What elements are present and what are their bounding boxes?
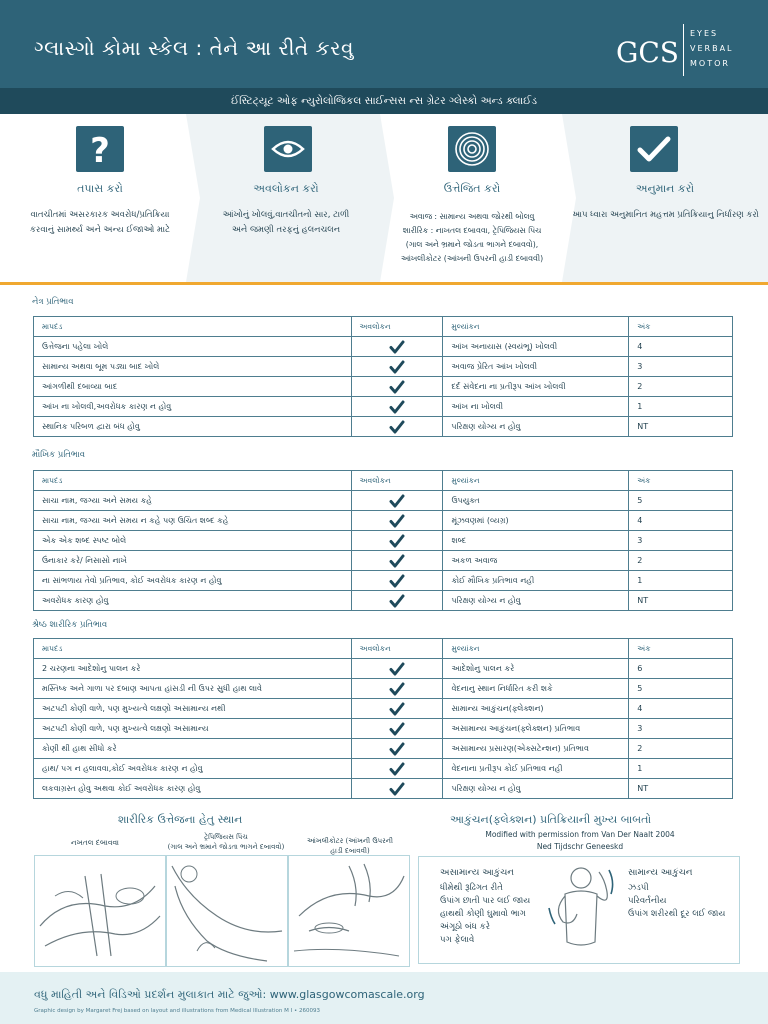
list-item: હાથથી કોણી ઘુમાવો ભાગ (440, 909, 526, 919)
rating-cell: વેદનાનુ સ્થાન નિર્ધારિત કરી શકે (443, 679, 629, 699)
flexion-credit (430, 829, 730, 853)
score-cell: NT (629, 591, 733, 611)
score-cell: 5 (629, 491, 733, 511)
column-header: માપદંડ (34, 639, 352, 659)
section-title-verbal: મૌખિક પ્રતિભાવ (32, 450, 86, 460)
rating-cell: કોઈ મૌખિક પ્રતિભાવ નહી (443, 571, 629, 591)
criterion-cell: સ્થાનિક પરિબળ દ્વારા બંધ હોવુ (34, 417, 352, 437)
checkmark-icon (389, 533, 405, 549)
criterion-cell: સાચા નામ, જગ્યા અને સમય ન કહે પણ ઉચિત શબ્દ કહે (34, 511, 352, 531)
step-desc-line: આંખલીકોટર (આંખની ઉપરની હાડી દબાવવી) (400, 254, 544, 263)
observed-cell (351, 591, 443, 611)
checkmark-icon (389, 721, 405, 737)
rating-cell: અસામાન્ય પ્રસારણ(એક્સટેન્શન) પ્રતિભાવ (443, 739, 629, 759)
rating-cell: વેદનાના પ્રતીરૂપ કોઈ પ્રતિભાવ નહી (443, 759, 629, 779)
criterion-cell: અટપટી કોણી વાળે, પણ મુખ્યત્વે લક્ષણો અસામાન્ય (34, 719, 352, 739)
step-desc (380, 210, 564, 266)
score-cell: 3 (629, 531, 733, 551)
design-credit: Graphic design by Margaret Frej based on layout and illustrations from Medical Illustration M I • 260093 (34, 1008, 320, 1014)
table-header-row (34, 639, 733, 659)
stim-label-line: હાડી દબાવવી) (330, 847, 370, 855)
rating-cell: પરિક્ષણ યોગ્ય ન હોવુ (443, 417, 629, 437)
step-desc-line: આંખોનું ખોલવું,વાતચીતનો સાર, ટાળી (222, 210, 350, 220)
score-cell: 2 (629, 739, 733, 759)
section-title-eye: નેત્ર પ્રતિભાવ (32, 297, 74, 307)
score-cell: 1 (629, 397, 733, 417)
rating-cell: પરિક્ષણ યોગ્ય ન હોવુ (443, 779, 629, 799)
step-desc-line: વાતચીતમાં અસરકારક અવરોધ/પ્રતિક્રિયા (30, 210, 170, 220)
footer (0, 972, 768, 1024)
abnormal-flexion-title: અસામાન્ય આકુંચન (440, 868, 514, 878)
checkmark-icon (389, 761, 405, 777)
score-cell: 1 (629, 759, 733, 779)
criterion-cell: આંખ ના ખોલવી,અવરોધક કારણ ન હોવુ (34, 397, 352, 417)
observed-cell (351, 659, 443, 679)
abnormal-flexion-list (440, 882, 530, 947)
step-check (0, 114, 200, 282)
step-desc (562, 208, 768, 223)
observed-cell (351, 417, 443, 437)
score-cell: 5 (629, 679, 733, 699)
list-item: પગ ફેલાવે (440, 935, 475, 945)
criterion-cell: લકવાગ્રસ્ત હોવુ અથવા કોઈ અવરોધક કારણ હોવુ (34, 779, 352, 799)
trapezius-illustration (166, 855, 288, 967)
observed-cell (351, 779, 443, 799)
rating-cell: અવાજ પ્રેરિત આંખ ખોલવી (443, 357, 629, 377)
score-cell: 6 (629, 659, 733, 679)
rating-cell: અકળ અવાજ (443, 551, 629, 571)
observed-cell (351, 551, 443, 571)
checkmark-icon (389, 661, 405, 677)
checkmark-icon (389, 493, 405, 509)
column-header: મુલ્યાંકન (443, 317, 629, 337)
checkmark-icon (389, 359, 405, 375)
criterion-cell: હાથ/ પગ ન હલાવવા,કોઈ અવરોધક કારણ ન હોવુ (34, 759, 352, 779)
observed-cell (351, 397, 443, 417)
table-row (34, 679, 733, 699)
column-header: અંક (629, 639, 733, 659)
criterion-cell: અવરોધક કારણ હોવુ (34, 591, 352, 611)
criterion-cell: એક એક શબ્દ સ્પષ્ટ બોલે (34, 531, 352, 551)
verbal-response-table (33, 470, 733, 611)
observed-cell (351, 357, 443, 377)
normal-flexion-title: સામાન્ય આકુંચન (628, 868, 693, 878)
criterion-cell: સામાન્ય અથવા બૂમ પડ્યા બાદ ખોલે (34, 357, 352, 377)
list-item: અંગૂઠો બંધ કરે (440, 922, 490, 932)
checkmark-icon (389, 573, 405, 589)
score-cell: NT (629, 417, 733, 437)
table-row (34, 511, 733, 531)
score-cell: 4 (629, 337, 733, 357)
column-header: અવલોકન (351, 639, 443, 659)
observed-cell (351, 511, 443, 531)
checkmark-icon (389, 681, 405, 697)
criterion-cell: ઉંનાકાર કરે/ નિસાસો નાખે (34, 551, 352, 571)
table-row (34, 591, 733, 611)
eye-icon (264, 126, 312, 172)
stim-label-line: નખતલ દબાવવા (70, 838, 119, 847)
step-observe (186, 114, 386, 282)
table-row (34, 551, 733, 571)
logo-word-verbal: VERBAL (690, 44, 734, 53)
supraorbital-illustration (288, 855, 410, 967)
criterion-cell: કોણી થી હાથ સીધો કરે (34, 739, 352, 759)
list-item: ધીમેથી રૂઢિગત રીતે (440, 883, 503, 893)
criterion-cell: ઉત્તેજના પહેલા ખોલે (34, 337, 352, 357)
step-label: અનુમાન કરો (635, 182, 695, 195)
logo-divider (683, 24, 684, 76)
observed-cell (351, 719, 443, 739)
column-header: માપદંડ (34, 471, 352, 491)
score-cell: 3 (629, 357, 733, 377)
motor-response-table (33, 638, 733, 799)
steps-row (0, 114, 768, 282)
stim-label-line: ટ્રેપિજિયસ પિંચ (204, 833, 248, 841)
column-header: માપદંડ (34, 317, 352, 337)
table-header-row (34, 471, 733, 491)
column-header: અવલોકન (351, 317, 443, 337)
rating-cell: આંખ ના ખોલવી (443, 397, 629, 417)
step-desc-line: આપ ધ્વારા અનુમાનિત મહત્તમ પ્રતિક્રિયાનુ નિર્ધારણ કરો (571, 210, 759, 220)
table-row (34, 417, 733, 437)
observed-cell (351, 491, 443, 511)
table-row (34, 739, 733, 759)
rating-cell: ઉપયુક્ત (443, 491, 629, 511)
step-desc-line: અવાજ : સામાન્ય અથવા જોરથી બોલવુ (409, 212, 535, 221)
criterion-cell: અટપટી કોણી વાળે, પણ મુખ્યત્વે લક્ષણો અસામાન્ય નથી (34, 699, 352, 719)
criterion-cell: સાચા નામ, જગ્યા અને સમય કહે (34, 491, 352, 511)
table-header-row (34, 317, 733, 337)
stim-label-trapezius (160, 832, 292, 852)
table-row (34, 531, 733, 551)
credit-line: Modified with permission from Van Der Naalt 2004 (485, 830, 675, 839)
body-figure-illustration (545, 862, 617, 960)
criterion-cell: મસ્તિષ્ક અને ગાળા પર દબાણ આપતા હાંસડી ની ઉપર સુધી હાથ લાવે (34, 679, 352, 699)
website-link[interactable]: વધુ માહિતી અને વિડિઓ પ્રદર્શન મુલાકાત માટે જુઓ: www.glasgowcomascale.org (34, 988, 425, 1001)
eye-response-table (33, 316, 733, 437)
score-cell: 4 (629, 699, 733, 719)
observed-cell (351, 699, 443, 719)
list-item: ઉપાંગ છાતી પાર લઈ જાય (440, 896, 531, 906)
checkmark-icon (389, 701, 405, 717)
score-cell: NT (629, 779, 733, 799)
score-cell: 1 (629, 571, 733, 591)
checkmark-icon (389, 593, 405, 609)
checkmark-icon (389, 419, 405, 435)
rating-cell: સામાન્ય આકુંચન(ફ્લેક્શન) (443, 699, 629, 719)
stim-label-line: આંખલીકોટર (આંખની ઉપરની (306, 837, 394, 845)
step-desc-line: (ગાલ અને ભ્રમાને જોડતા ભાગને દબાવવો), (405, 240, 539, 249)
checkmark-icon (389, 781, 405, 797)
column-header: અંક (629, 317, 733, 337)
step-arrow (562, 114, 576, 282)
checkmark-icon (630, 126, 678, 172)
step-desc (186, 208, 386, 238)
svg-text:?: ? (90, 131, 110, 167)
gcs-logo: GCS (616, 36, 679, 69)
flexion-title: આકુંચન(ફ્લેક્શન) પ્રતિક્રિયાની મુખ્ય બાબતો (450, 813, 652, 826)
target-icon (448, 126, 496, 172)
score-cell: 2 (629, 377, 733, 397)
table-row (34, 719, 733, 739)
table-row (34, 491, 733, 511)
stim-label-supraorbital (296, 836, 404, 856)
table-row (34, 377, 733, 397)
accent-divider (0, 282, 768, 285)
rating-cell: દર્દ સંવેદના ના પ્રતીરૂપ આંખ ખોલવી (443, 377, 629, 397)
stim-label-line: (ગાલ અને ભ્રમાને જોડતા ભાગને દબાવવો) (167, 843, 285, 851)
table-row (34, 357, 733, 377)
checkmark-icon (389, 741, 405, 757)
institute-bar: ઈંસ્ટિટ્યૂટ ઓફ ન્યુરોલોજિકલ સાઈન્સસ ન્સ ગ્રેટર ગ્લેસ્કો અન્ડ ક્લાઈડ (0, 88, 768, 114)
list-item: ઝડપી (628, 883, 649, 893)
rating-cell: શબ્દ (443, 531, 629, 551)
step-desc (0, 208, 200, 238)
logo-word-motor: MOTOR (690, 59, 730, 68)
step-arrow (186, 114, 200, 282)
step-desc-line: કરવાનું સામર્થ્ય અને અન્ય ઈજાઓ માટે (29, 225, 171, 235)
criterion-cell: આંગળીથી દબાવ્યા બાદ (34, 377, 352, 397)
observed-cell (351, 759, 443, 779)
step-rate (562, 114, 768, 282)
page-title: ગ્લાસ્ગો કોમા સ્કેલ : તેને આ રીતે કરવુ (34, 36, 354, 60)
section-title-motor: શ્રેષ્ઠ શારીરિક પ્રતિભાવ (32, 620, 108, 630)
table-row (34, 699, 733, 719)
logo-word-eyes: EYES (690, 29, 719, 38)
checkmark-icon (389, 399, 405, 415)
nailbed-illustration (34, 855, 166, 967)
observed-cell (351, 679, 443, 699)
question-mark-icon (76, 126, 124, 172)
step-label: તપાસ કરો (77, 182, 123, 195)
column-header: અવલોકન (351, 471, 443, 491)
checkmark-icon (389, 339, 405, 355)
table-row (34, 397, 733, 417)
observed-cell (351, 377, 443, 397)
score-cell: 3 (629, 719, 733, 739)
step-label: અવલોકન કરો (253, 182, 319, 195)
table-row (34, 337, 733, 357)
list-item: ઉપાંગ શરીરથી દૂર લઈ જાય (628, 909, 726, 919)
logo-words (690, 26, 734, 71)
observed-cell (351, 531, 443, 551)
header (0, 0, 768, 88)
observed-cell (351, 739, 443, 759)
step-stimulate (380, 114, 564, 282)
rating-cell: મૂંઝવણમાં (વ્યગ્ર) (443, 511, 629, 531)
observed-cell (351, 337, 443, 357)
stim-label-nailbed (40, 838, 150, 848)
observed-cell (351, 571, 443, 591)
criterion-cell: 2 ચરણના આદેશોનુ પાલન કરે (34, 659, 352, 679)
rating-cell: આંખ અનાયાસ (સ્વયંભૂ) ખોલવી (443, 337, 629, 357)
column-header: અંક (629, 471, 733, 491)
checkmark-icon (389, 513, 405, 529)
step-desc-line: શારીરિક : નાખતલ દબાવવા, ટ્રેપિજિયસ પિંચ (402, 226, 542, 235)
checkmark-icon (389, 553, 405, 569)
normal-flexion-list (628, 882, 725, 921)
table-row (34, 759, 733, 779)
checkmark-icon (389, 379, 405, 395)
score-cell: 4 (629, 511, 733, 531)
criterion-cell: ના સાંભળાય તેવો પ્રતિભાવ, કોઈ અવરોધક કારણ ન હોવુ (34, 571, 352, 591)
stimulation-sites-title: શારીરિક ઉત્તેજના હેતુ સ્થાન (118, 813, 243, 826)
column-header: મુલ્યાંકન (443, 639, 629, 659)
table-row (34, 779, 733, 799)
table-row (34, 659, 733, 679)
table-row (34, 571, 733, 591)
rating-cell: આદેશોનુ પાલન કરે (443, 659, 629, 679)
step-desc-line: અને જમણી તરફનું હલનચલન (231, 225, 341, 235)
credit-line: Ned Tijdschr Geneeskd (536, 842, 624, 851)
rating-cell: અસામાન્ય આકુંચન(ફ્લેક્શન) પ્રતિભાવ (443, 719, 629, 739)
column-header: મુલ્યાંકન (443, 471, 629, 491)
rating-cell: પરિક્ષણ યોગ્ય ન હોવુ (443, 591, 629, 611)
list-item: પરિવર્તનીય (628, 896, 667, 906)
score-cell: 2 (629, 551, 733, 571)
step-arrow (380, 114, 394, 282)
step-label: ઉત્તેજિત કરો (443, 182, 501, 195)
